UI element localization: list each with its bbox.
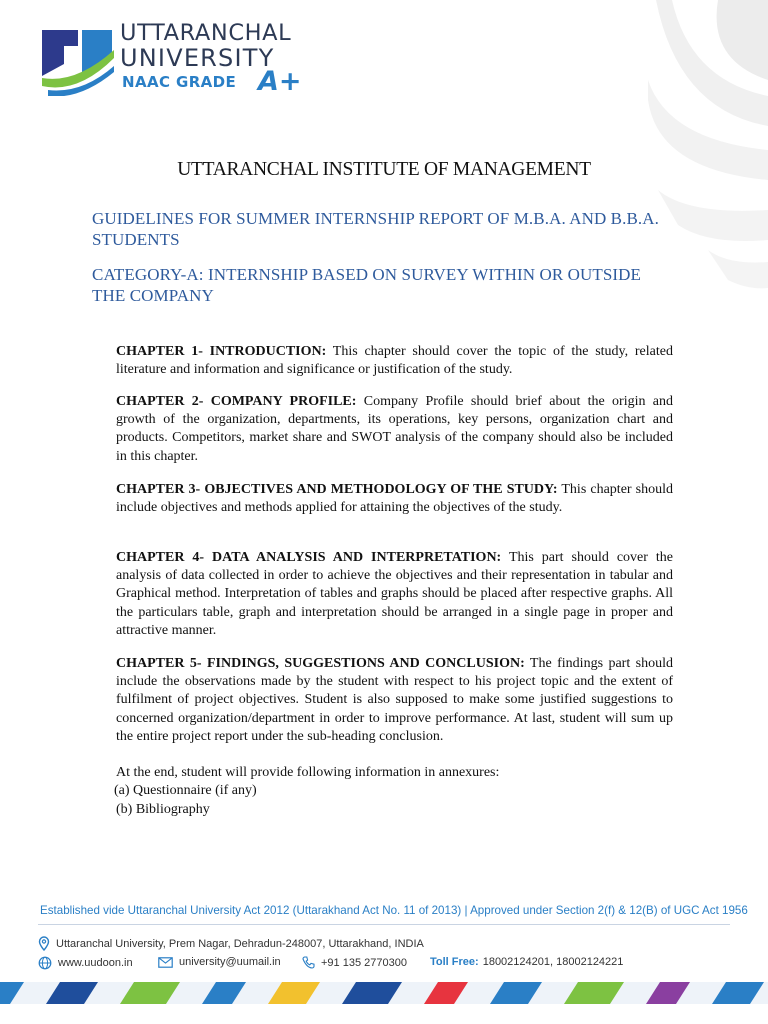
chapter-1-text: This chapter should cover the topic of the study, related literature and information and significance or justification of the study. (116, 344, 673, 378)
footer-address (38, 936, 424, 951)
guidelines-heading: GUIDELINES FOR SUMMER INTERNSHIP REPORT OF M.B.A. AND B.B.A. STUDENTS (92, 209, 659, 249)
chapter-4-paragraph (116, 549, 673, 640)
logo-text-naac-grade: NAAC GRADE (122, 73, 237, 91)
tollfree-numbers: 18002124201, 18002124221 (482, 956, 624, 968)
footer-website-text[interactable]: www.uudoon.in (58, 957, 133, 969)
annex-intro: At the end, student will provide following information in annexures: (116, 765, 500, 780)
chapter-4-text: This part should cover the analysis of data collected in order to achieve the objectives and their representation in tabular and Graphical method. Interpretation of tables and graphs should be placed after respective graphs. All the particulars table, graph and interpretation should be arranged in a single page in proper and attractive manner. (116, 550, 673, 638)
footer-established: Established vide Uttaranchal University Act 2012 (Uttarakhand Act No. 11 of 2013) | Approved under Section 2(f) & 12(B) of UGC Act 1956 (40, 904, 748, 917)
chapter-3-paragraph (116, 481, 673, 517)
logo-text-uttaranchal: UTTARANCHAL (120, 20, 292, 46)
chapter-5-text: The findings part should include the observations made by the student with respect to his project topic and the extent of fulfilment of project objectives. Student is also supposed to make some justified suggestions to concerned organization/department in order to improve performance. At last, student will sum up the entire project report under the sub-heading conclusion. (116, 656, 673, 744)
chapter-4-title: CHAPTER 4- DATA ANALYSIS AND INTERPRETATION: (116, 550, 502, 565)
chapter-3-title: CHAPTER 3- OBJECTIVES AND METHODOLOGY OF THE STUDY: (116, 482, 558, 497)
phone-icon (302, 956, 315, 969)
footer-address-text: Uttaranchal University, Prem Nagar, Dehradun-248007, Uttarakhand, INDIA (56, 937, 424, 950)
logo-text-university: UNIVERSITY (120, 44, 275, 72)
university-emblem-icon (38, 24, 116, 96)
footer-email-text[interactable]: university@uumail.in (179, 956, 281, 968)
footer-website[interactable] (38, 956, 133, 970)
chapter-1-title: CHAPTER 1- INTRODUCTION: (116, 344, 327, 359)
footer-email[interactable] (158, 956, 281, 968)
institute-title: UTTARANCHAL INSTITUTE OF MANAGEMENT (177, 159, 591, 180)
decorative-stripe-bar (0, 982, 768, 1004)
chapter-2-title: CHAPTER 2- COMPANY PROFILE: (116, 394, 357, 409)
decorative-arcs (648, 0, 768, 300)
university-logo (38, 20, 308, 100)
logo-text-grade: A+ (258, 66, 302, 97)
location-pin-icon (38, 936, 50, 951)
footer-phone (302, 956, 407, 969)
chapter-1-paragraph (116, 343, 673, 379)
chapter-5-title: CHAPTER 5- FINDINGS, SUGGESTIONS AND CONCLUSION: (116, 656, 525, 671)
chapter-2-text: Company Profile should brief about the origin and growth of the organization, departments, its operations, key persons, organization chart and products. Competitors, market share and SWOT analysis of the company should also be included in this chapter. (116, 394, 673, 464)
footer-tollfree (430, 956, 623, 968)
mail-icon (158, 957, 173, 968)
chapter-5-paragraph (116, 655, 673, 746)
chapter-3-text: This chapter should include objectives and methods applied for attaining the objectives of the study. (116, 482, 674, 516)
annex-item-bibliography: (b) Bibliography (116, 802, 210, 817)
footer-phone-text: +91 135 2770300 (321, 956, 407, 969)
globe-icon (38, 956, 52, 970)
tollfree-label: Toll Free: (430, 956, 479, 968)
footer-divider (38, 924, 730, 925)
annex-item-questionnaire: (a) Questionnaire (if any) (114, 783, 257, 798)
chapter-2-paragraph (116, 393, 673, 466)
category-heading: CATEGORY-A: INTERNSHIP BASED ON SURVEY WITHIN OR OUTSIDE THE COMPANY (92, 265, 642, 305)
